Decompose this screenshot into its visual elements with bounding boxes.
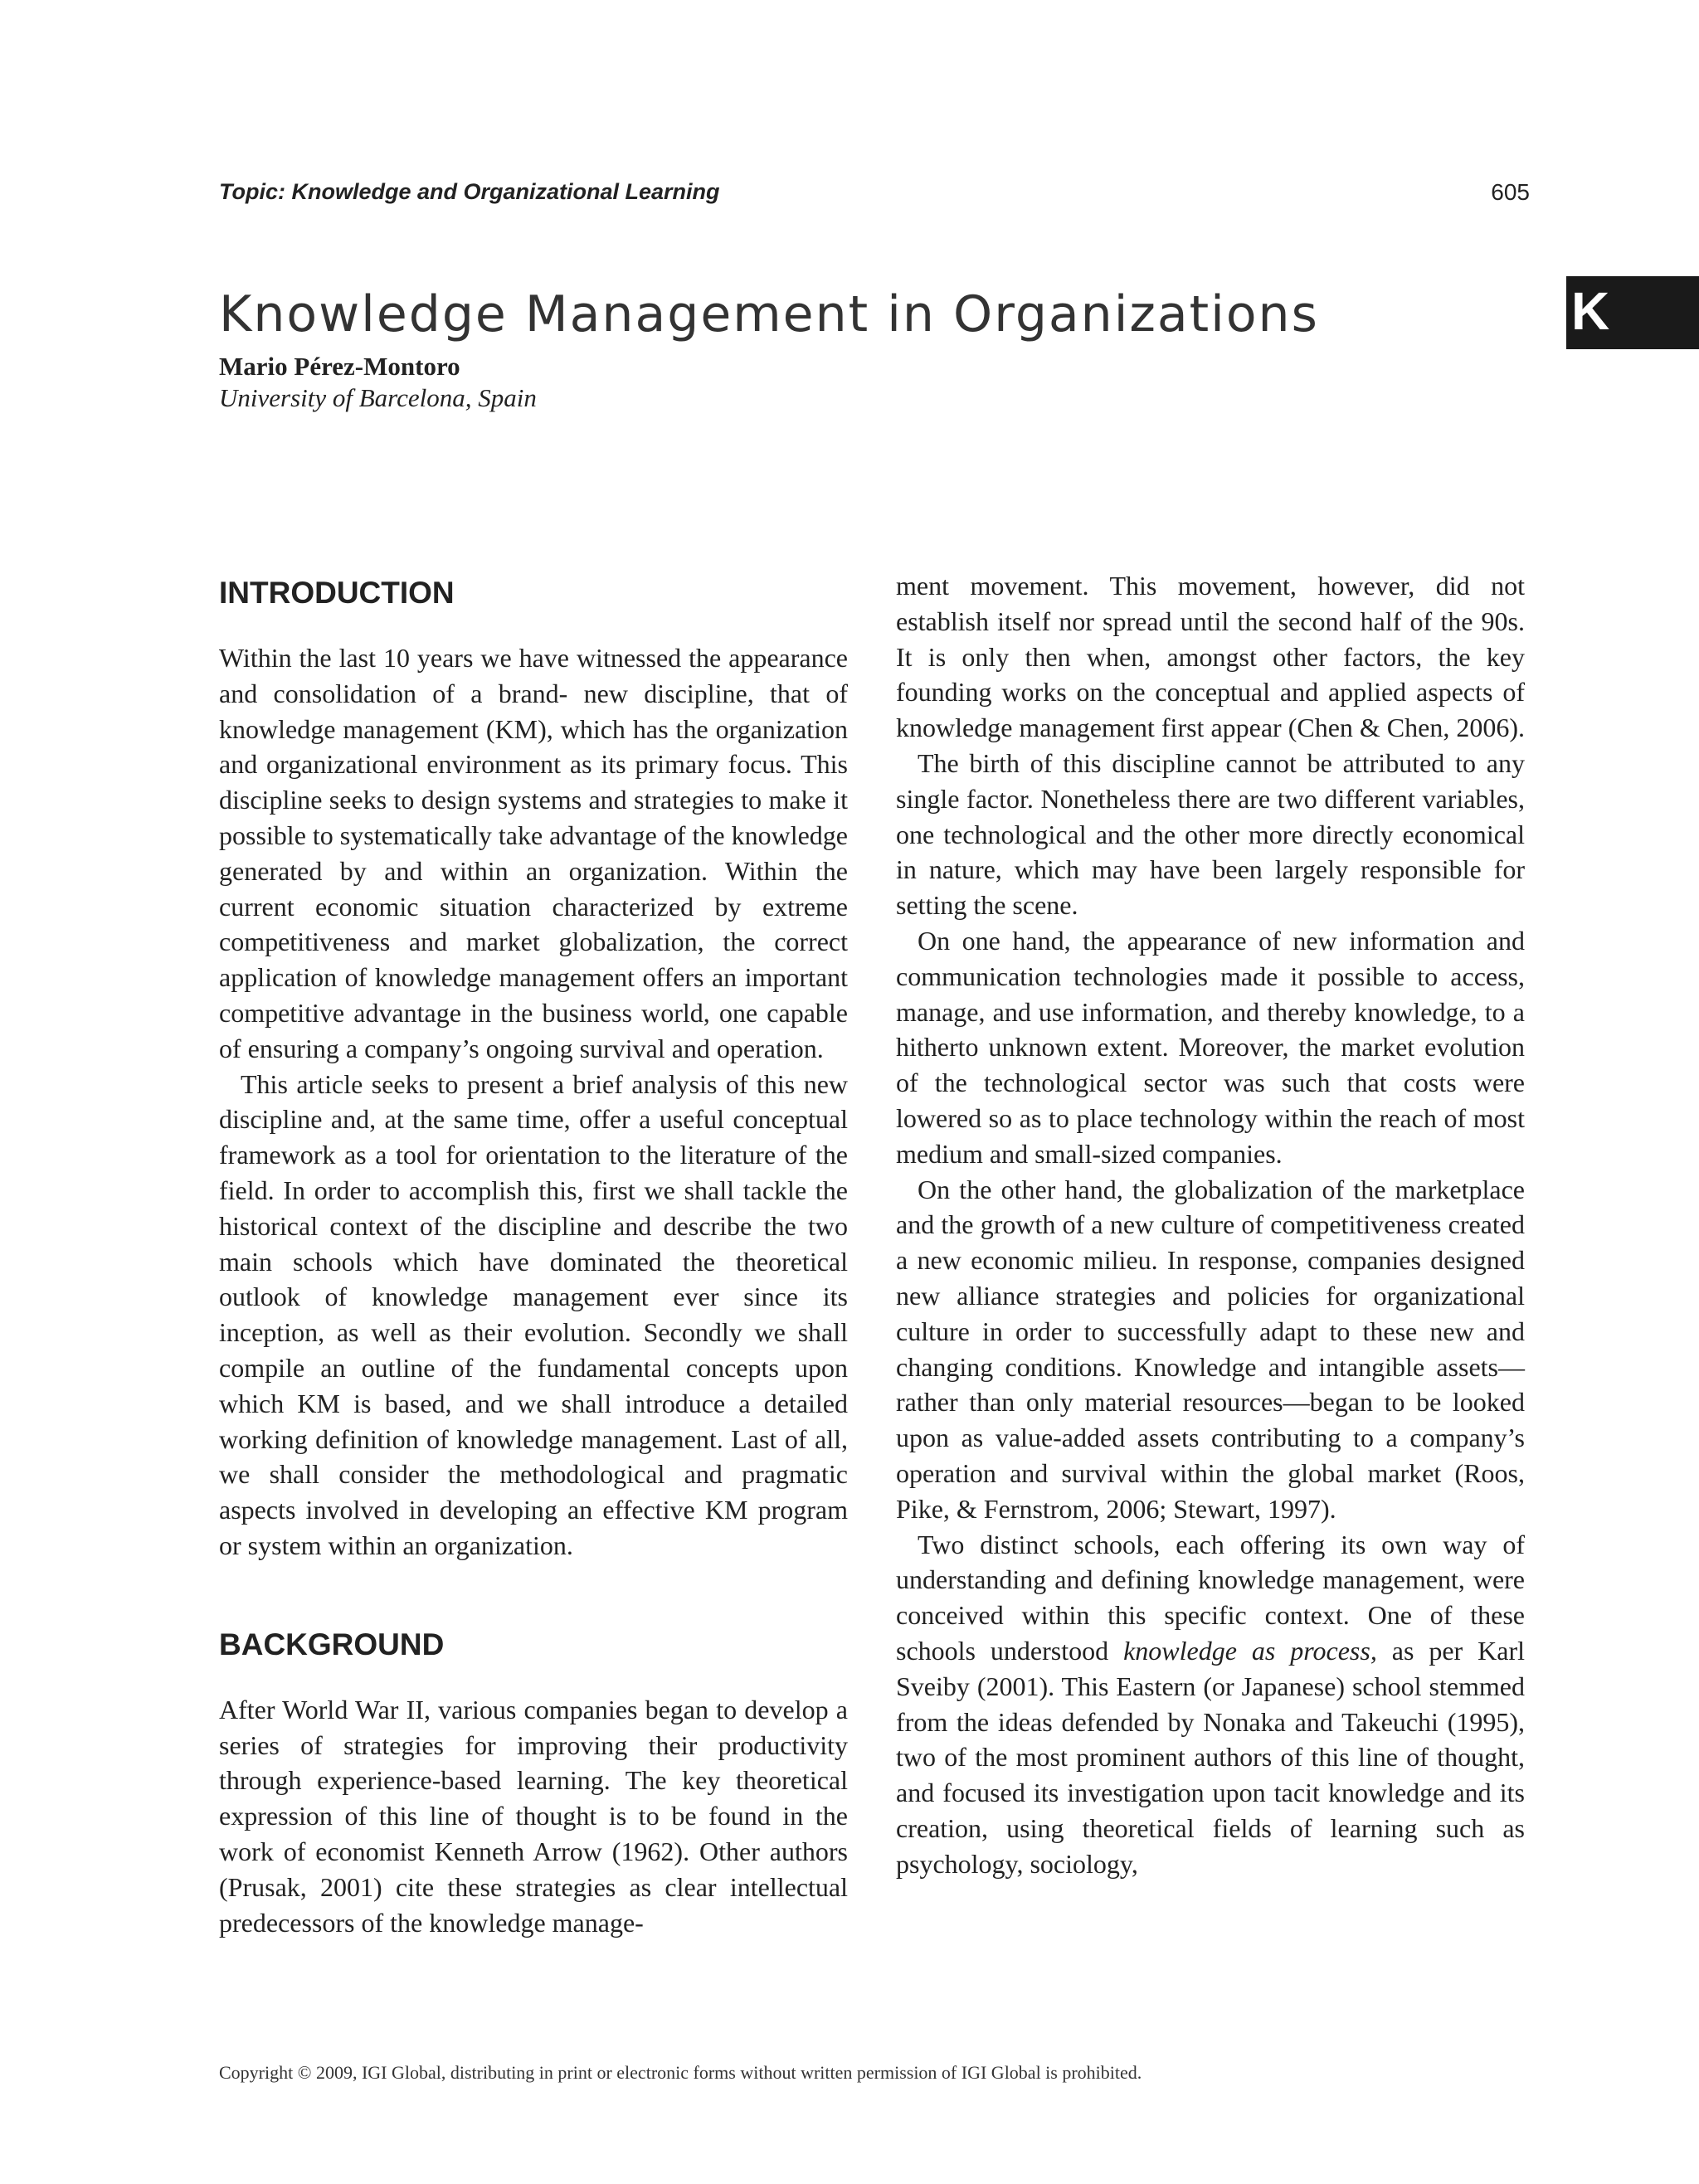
right-paragraph-1: ment movement. This movement, however, did not establish itself nor spread until the second half of the 90s. It is only then when, amongst other factors, the key founding works on the conceptual and applied aspects of knowledge management first appear (Chen & Chen, 2006). — [896, 571, 1525, 743]
article-title: Knowledge Management in Organizations — [219, 285, 1319, 344]
intro-paragraph-1: Within the last 10 years we have witnessed the appearance and consolidation of a brand- new discipline, that of knowledge management (KM), which has the organization and organizational environment as its primary focus. This discipline seeks to design systems and strategies to make it possible to systematically take advantage of the knowledge generated by and within an organization. Within the current economic situation characterized by extreme competitiveness and market globalization, the correct application of knowledge management offers an important competitive advantage in the business world, one capable of ensuring a company’s ongoing survival and operation. — [219, 643, 848, 1063]
right-column — [896, 568, 1525, 1881]
p5-italic-term: knowledge as process, — [1123, 1635, 1377, 1666]
author-affiliation: University of Barcelona, Spain — [219, 383, 537, 412]
page-number: 605 — [1491, 179, 1530, 205]
intro-paragraph-2: This article seeks to present a brief analysis of this new discipline and, at the same time, offer a useful conceptual framework as a tool for orientation to the literature of the field. In order to accomplish this, first we shall tackle the historical context of the discipline and describe the two main schools which have dominated the theoretical outlook of knowledge management ever since its inception, as well as their evolution. Secondly we shall compile an outline of the fundamental concepts upon which KM is based, and we shall introduce a detailed working definition of knowledge management. Last of all, we shall consider the methodological and pragmatic aspects involved in developing an effective KM program or system within an organization. — [219, 1068, 848, 1560]
copyright-notice: Copyright © 2009, IGI Global, distributing in print or electronic forms without written permission of IGI Global is prohibited. — [219, 2062, 1142, 2083]
section-tab-letter: K — [1571, 281, 1610, 341]
background-heading: BACKGROUND — [219, 1627, 445, 1661]
background-paragraph-1: After World War II, various companies began to develop a series of strategies for improving their productivity through experience-based learning. The key theoretical expression of this line of thought is to be found in the work of economist Kenneth Arrow (1962). Other authors (Prusak, 2001) cite these strategies as clear intellectual predecessors of the knowledge manage- — [219, 1694, 848, 1938]
right-paragraph-4: On the other hand, the globalization of the marketplace and the growth of a new culture of competitiveness created a new economic milieu. In response, companies designed new alliance strategies and policies for organizational culture in order to successfully adapt to these new and changing conditions. Knowledge and intangible assets—rather than only material resources—began to be looked upon as value-added assets contributing to a company’s operation and survival within the global market (Roos, Pike, & Fernstrom, 2006; Stewart, 1997). — [896, 1174, 1525, 1524]
p5-text-before: Two distinct schools, each offering its own way of understanding and defining knowledge management, were conceived within this specific context. One of these schools understood — [896, 1529, 1525, 1666]
right-paragraph-3: On one hand, the appearance of new information and communication technologies made it possible to access, manage, and use information, and thereby knowledge, to a hitherto unknown extent. Moreover, the market evolution of the technological sector was such that costs were lowered so as to place technology within the reach of most medium and small-sized companies. — [896, 925, 1525, 1169]
right-paragraph-5 — [896, 1527, 1525, 1882]
introduction-heading: INTRODUCTION — [219, 576, 455, 610]
section-tab — [1566, 276, 1699, 349]
author-name: Mario Pérez-Montoro — [219, 352, 460, 381]
topic-header: Topic: Knowledge and Organizational Learning — [219, 179, 720, 204]
p5-text-after: as per Karl Sveiby (2001). This Eastern (or Japanese) school stemmed from the ideas defended by Nonaka and Takeuchi (1995), two of the most prominent authors of this line of thought, and focused its investigation upon tacit knowledge and its creation, using theoretical fields of learning such as psychology, sociology, — [896, 1635, 1526, 1879]
right-paragraph-2: The birth of this discipline cannot be attributed to any single factor. Nonetheless there are two different variables, one technological and the other more directly economical in nature, which may have been largely responsible for setting the scene. — [896, 747, 1525, 921]
left-column — [219, 568, 848, 1940]
